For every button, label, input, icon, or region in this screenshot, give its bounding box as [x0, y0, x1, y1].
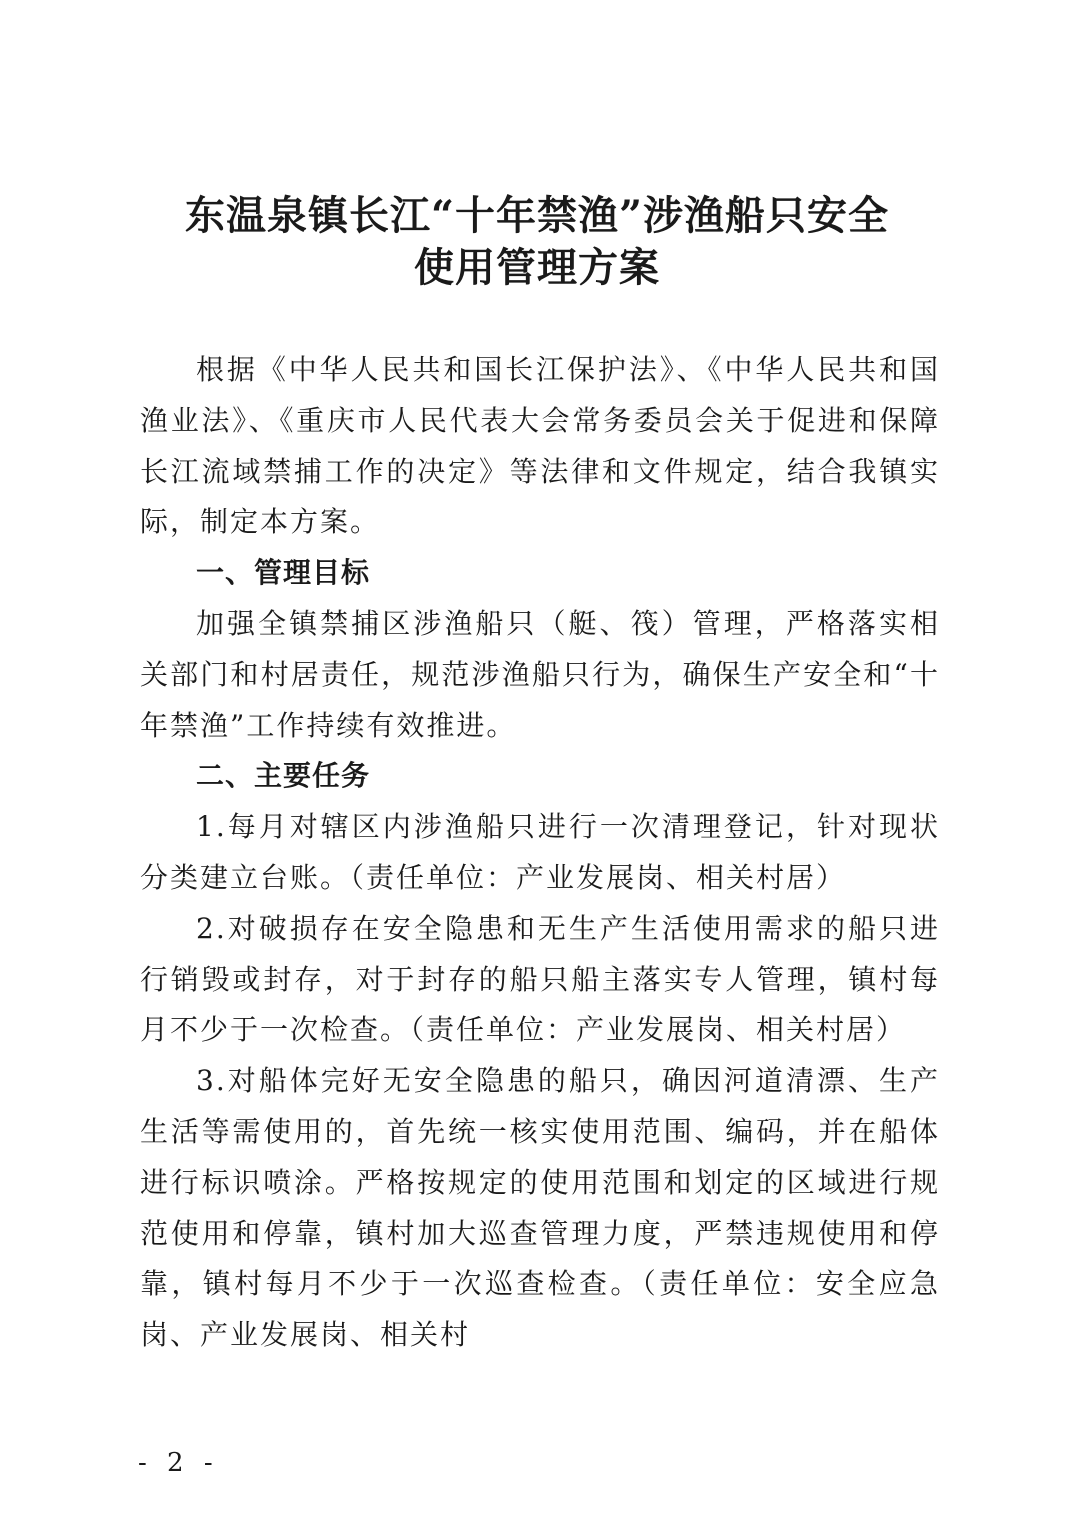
- task-item-2: 2.对破损存在安全隐患和无生产生活使用需求的船只进行销毁或封存，对于封存的船只船主落实专人管理，镇村每月不少于一次检查。（责任单位：产业发展岗、相关村居）: [140, 911, 940, 1047]
- document-title-line-1: 东温泉镇长江“十年禁渔”涉渔船只安全: [184, 192, 889, 239]
- section-heading-management-goal: 一、管理目标: [196, 556, 371, 590]
- intro-paragraph: 根据《中华人民共和国长江保护法》、《中华人民共和国渔业法》、《重庆市人民代表大会常务委员会关于促进和保障长江流域禁捕工作的决定》等法律和文件规定，结合我镇实际，制定本方案。: [140, 353, 940, 539]
- task-item-3: 3.对船体完好无安全隐患的船只，确因河道清漂、生产生活等需使用的，首先统一核实使用范围、编码，并在船体进行标识喷涂。严格按规定的使用范围和划定的区域进行规范使用和停靠，镇村加大巡查管理力度，严禁违规使用和停靠，镇村每月不少于一次巡查检查。（责任单位：安全应急岗、产业发展岗、相关村: [140, 1064, 940, 1352]
- document-body: [140, 345, 940, 1361]
- task-item-1: 1.每月对辖区内涉渔船只进行一次清理登记，针对现状分类建立台账。（责任单位：产业发展岗、相关村居）: [140, 810, 940, 894]
- document-title-line-2: 使用管理方案: [414, 244, 660, 291]
- page-number: - 2 -: [138, 1448, 219, 1478]
- management-goal-paragraph: 加强全镇禁捕区涉渔船只（艇、筏）管理，严格落实相关部门和村居责任，规范涉渔船只行为，确保生产安全和“十年禁渔”工作持续有效推进。: [140, 606, 940, 742]
- section-heading-main-tasks: 二、主要任务: [196, 759, 371, 793]
